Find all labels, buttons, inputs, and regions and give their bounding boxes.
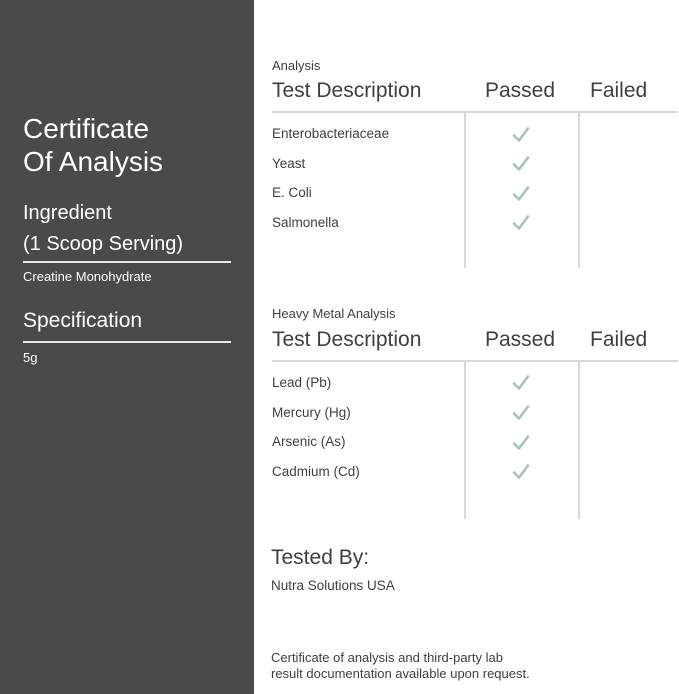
results-panel xyxy=(254,0,679,694)
tested-by-value: Nutra Solutions USA xyxy=(271,578,395,593)
heavy-metal-row-label: Arsenic (As) xyxy=(272,434,346,449)
analysis-section-label: Analysis xyxy=(272,58,321,73)
heavy-metal-row-label: Cadmium (Cd) xyxy=(272,464,360,479)
heavy-metal-header-description: Test Description xyxy=(272,328,422,351)
analysis-header-description: Test Description xyxy=(272,79,422,102)
heavy-metal-row-label: Lead (Pb) xyxy=(272,375,332,390)
analysis-header-passed: Passed xyxy=(485,79,556,102)
checkmark-icon xyxy=(511,462,531,482)
checkmark-icon xyxy=(511,154,531,174)
heavy-metal-section-label: Heavy Metal Analysis xyxy=(272,306,396,321)
checkmark-icon xyxy=(511,373,531,393)
ingredient-label-line-1: Ingredient xyxy=(23,202,112,224)
analysis-header-failed: Failed xyxy=(590,79,648,102)
analysis-column-divider-2 xyxy=(578,113,580,268)
checkmark-icon xyxy=(511,213,531,233)
analysis-row-label: Yeast xyxy=(272,156,306,171)
tested-by-label: Tested By: xyxy=(271,546,370,569)
heavy-metal-header-rule xyxy=(272,360,678,362)
checkmark-icon xyxy=(511,403,531,423)
heavy-metal-header-passed: Passed xyxy=(485,328,556,351)
checkmark-icon xyxy=(511,125,531,145)
documentation-footnote xyxy=(271,650,671,682)
ingredient-label-line-2: (1 Scoop Serving) xyxy=(23,233,184,255)
analysis-header-rule xyxy=(272,111,678,113)
heavy-metal-header-failed: Failed xyxy=(590,328,648,351)
ingredient-divider xyxy=(23,261,231,263)
title-line-2: Of Analysis xyxy=(23,146,164,177)
heavy-metal-column-divider-2 xyxy=(578,362,580,519)
checkmark-icon xyxy=(511,433,531,453)
specification-label: Specification xyxy=(23,309,143,332)
ingredient-value: Creatine Monohydrate xyxy=(23,269,152,284)
ingredient-label xyxy=(23,198,238,260)
analysis-column-divider-1 xyxy=(464,113,466,268)
specification-value: 5g xyxy=(23,350,38,365)
footnote-line-2: result documentation available upon request. xyxy=(271,666,530,681)
analysis-row-label: Salmonella xyxy=(272,215,339,230)
footnote-line-1: Certificate of analysis and third-party lab xyxy=(271,650,503,665)
heavy-metal-row-label: Mercury (Hg) xyxy=(272,405,351,420)
checkmark-icon xyxy=(511,184,531,204)
analysis-row-label: Enterobacteriaceae xyxy=(272,126,390,141)
title-line-1: Certificate xyxy=(23,113,150,144)
sidebar-panel xyxy=(0,0,254,694)
analysis-row-label: E. Coli xyxy=(272,185,312,200)
specification-divider xyxy=(23,341,231,343)
heavy-metal-column-divider-1 xyxy=(464,362,466,519)
certificate-title xyxy=(23,112,238,178)
